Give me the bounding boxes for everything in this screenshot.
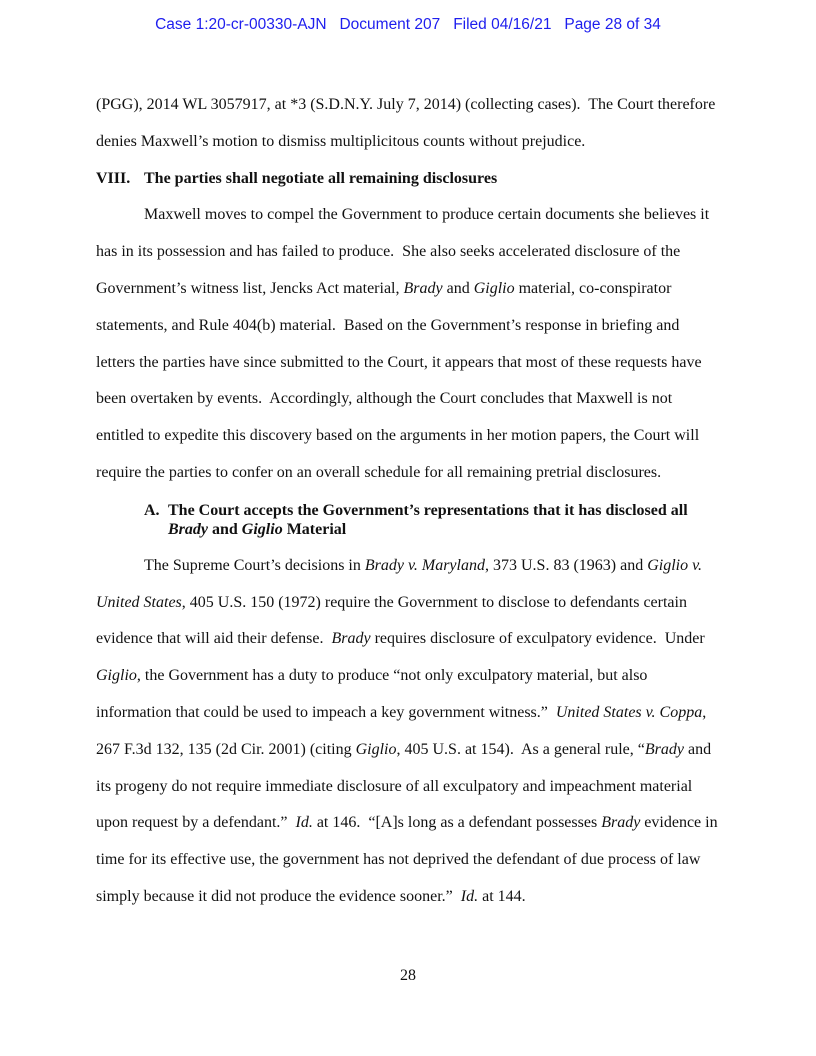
ecf-stamp-header: Case 1:20-cr-00330-AJN Document 207 Filed 04/16/21 Page 28 of 34	[155, 16, 661, 33]
paragraph-brady-giglio: The Supreme Court’s decisions in Brady v. Maryland, 373 U.S. 83 (1963) and Giglio v. United States, 405 U.S. 150 (1972) require the Government to disclose to defendants certain evidence that will aid their defense. Brady requires disclosure of exculpatory evidence. Under Giglio, the Government has a duty to produce “not only exculpatory material, but also information that could be used to impeach a key government witness.” United States v. Coppa, 267 F.3d 132, 135 (2d Cir. 2001) (citing Giglio, 405 U.S. at 154). As a general rule, “Brady and its progeny do not require immediate disclosure of all exculpatory and impeachment material upon request by a defendant.” Id. at 146. “[A]s long as a defendant possesses Brady evidence in time for its effective use, the government has not deprived the defendant of due process of law simply because it did not produce the evidence sooner.” Id. at 144.	[96, 556, 722, 905]
subsection-heading-a	[144, 501, 720, 539]
subsection-letter: A.	[144, 501, 160, 519]
page-number: 28	[400, 967, 416, 984]
section-number: VIII.	[96, 169, 131, 187]
subsection-heading-text: The Court accepts the Government’s representations that it has disclosed all Brady and Giglio Material	[168, 501, 692, 538]
section-heading-viii	[96, 161, 720, 198]
document-body	[96, 87, 720, 916]
paragraph-motion-to-compel: Maxwell moves to compel the Government to produce certain documents she believes it has in its possession and has failed to produce. She also seeks accelerated disclosure of the Government’s witness list, Jencks Act material, Brady and Giglio material, co-conspirator statements, and Rule 404(b) material. Based on the Government’s response in briefing and letters the parties have since submitted to the Court, it appears that most of these requests have been overtaken by events. Accordingly, although the Court concludes that Maxwell is not entitled to expedite this discovery based on the arguments in her motion papers, the Court will require the parties to confer on an overall schedule for all remaining pretrial disclosures.	[96, 206, 714, 481]
section-heading-text: The parties shall negotiate all remaining disclosures	[144, 169, 498, 187]
paragraph-continuation: (PGG), 2014 WL 3057917, at *3 (S.D.N.Y. July 7, 2014) (collecting cases). The Court therefore denies Maxwell’s motion to dismiss multiplicitous counts without prejudice.	[96, 96, 720, 150]
